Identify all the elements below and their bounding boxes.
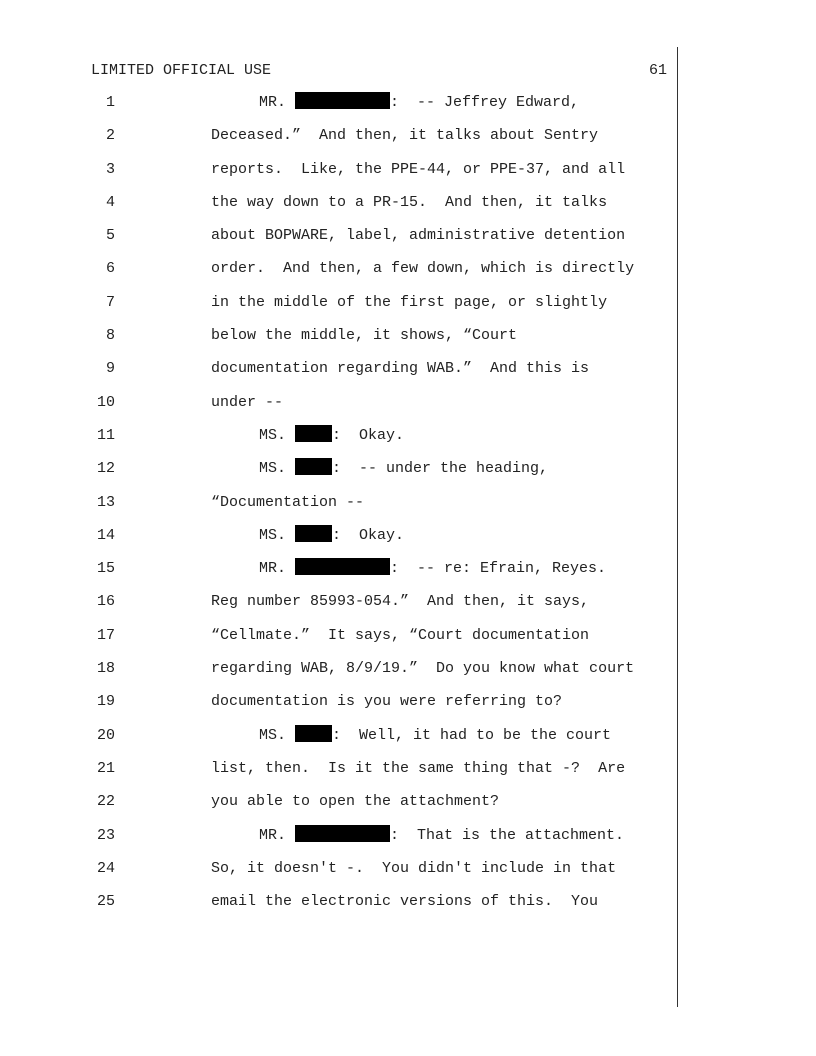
transcript-line — [0, 725, 677, 758]
header-classification: LIMITED OFFICIAL USE — [91, 62, 272, 79]
line-text — [259, 92, 579, 114]
transcript-line — [0, 891, 677, 924]
transcript-line — [0, 525, 677, 558]
speaker-title: MS. — [259, 526, 296, 544]
line-text: in the middle of the first page, or slightly — [211, 293, 608, 311]
redaction-box — [295, 825, 390, 842]
line-number: 14 — [96, 526, 115, 544]
line-number: 9 — [105, 360, 115, 378]
line-text: the way down to a PR-15. And then, it talks — [211, 193, 608, 211]
line-text: “Documentation -- — [211, 493, 365, 511]
redaction-box — [295, 558, 390, 575]
line-number: 4 — [105, 193, 115, 211]
line-text: reports. Like, the PPE-44, or PPE-37, and all — [211, 160, 626, 178]
speaker-text: : Okay. — [332, 526, 405, 544]
transcript-line — [0, 225, 677, 258]
transcript-line — [0, 258, 677, 291]
speaker-text: : -- Jeffrey Edward, — [390, 94, 580, 111]
page-number: 61 — [648, 62, 667, 79]
transcript-line — [0, 192, 677, 225]
line-text — [259, 525, 404, 547]
line-number: 8 — [105, 327, 115, 345]
line-text — [259, 725, 611, 747]
transcript-line — [0, 458, 677, 491]
line-number: 2 — [105, 127, 115, 145]
speaker-title: MR. — [259, 560, 296, 578]
speaker-title: MS. — [259, 726, 296, 744]
line-text — [259, 458, 548, 480]
transcript-line — [0, 125, 677, 158]
line-number: 11 — [96, 426, 115, 444]
transcript-line — [0, 292, 677, 325]
line-number: 1 — [105, 94, 115, 111]
speaker-text: : Well, it had to be the court — [332, 726, 612, 744]
line-number: 6 — [105, 260, 115, 278]
transcript-line — [0, 358, 677, 391]
line-number: 21 — [96, 759, 115, 777]
redaction-box — [295, 525, 332, 542]
redaction-box — [295, 725, 332, 742]
speaker-title: MS. — [259, 426, 296, 444]
transcript-line — [0, 758, 677, 791]
transcript-lines — [0, 92, 677, 924]
line-text: email the electronic versions of this. You — [211, 893, 599, 911]
speaker-text: : -- re: Efrain, Reyes. — [390, 560, 607, 578]
line-text: documentation is you were referring to? — [211, 693, 563, 711]
line-number: 24 — [96, 859, 115, 877]
line-number: 25 — [96, 893, 115, 911]
speaker-title: MR. — [259, 94, 296, 111]
line-number: 23 — [96, 826, 115, 844]
line-text: below the middle, it shows, “Court — [211, 327, 518, 345]
line-text: Reg number 85993-054.” And then, it says, — [211, 593, 590, 611]
line-text: under -- — [211, 393, 284, 411]
line-text: Deceased.” And then, it talks about Sentry — [211, 127, 599, 145]
line-number: 13 — [96, 493, 115, 511]
line-number: 12 — [96, 460, 115, 478]
right-margin-rule — [677, 47, 678, 1007]
transcript-line — [0, 591, 677, 624]
transcript-line — [0, 691, 677, 724]
line-text: you able to open the attachment? — [211, 793, 500, 811]
speaker-text: : Okay. — [332, 426, 405, 444]
speaker-title: MR. — [259, 826, 296, 844]
line-text: order. And then, a few down, which is directly — [211, 260, 635, 278]
line-number: 17 — [96, 626, 115, 644]
transcript-line — [0, 858, 677, 891]
line-text — [259, 558, 606, 580]
redaction-box — [295, 425, 332, 442]
transcript-line — [0, 392, 677, 425]
transcript-line — [0, 325, 677, 358]
line-number: 18 — [96, 660, 115, 678]
transcript-line — [0, 625, 677, 658]
line-number: 22 — [96, 793, 115, 811]
transcript-line — [0, 425, 677, 458]
transcript-line — [0, 159, 677, 192]
redaction-box — [295, 92, 390, 109]
transcript-line — [0, 791, 677, 824]
line-number: 20 — [96, 726, 115, 744]
line-number: 16 — [96, 593, 115, 611]
line-number: 15 — [96, 560, 115, 578]
line-number: 5 — [105, 227, 115, 245]
transcript-line — [0, 492, 677, 525]
transcript-line — [0, 658, 677, 691]
redaction-box — [295, 458, 332, 475]
line-number: 3 — [105, 160, 115, 178]
line-text: regarding WAB, 8/9/19.” Do you know what court — [211, 660, 635, 678]
line-text: “Cellmate.” It says, “Court documentation — [211, 626, 590, 644]
line-text: documentation regarding WAB.” And this is — [211, 360, 590, 378]
line-number: 19 — [96, 693, 115, 711]
line-number: 7 — [105, 293, 115, 311]
speaker-title: MS. — [259, 460, 296, 478]
speaker-text: : That is the attachment. — [390, 826, 625, 844]
line-number: 10 — [96, 393, 115, 411]
line-text — [259, 825, 624, 847]
line-text — [259, 425, 404, 447]
line-text: So, it doesn't -. You didn't include in that — [211, 859, 617, 877]
transcript-line — [0, 558, 677, 591]
line-text: about BOPWARE, label, administrative detention — [211, 227, 626, 245]
transcript-line — [0, 825, 677, 858]
line-text: list, then. Is it the same thing that -? Are — [211, 759, 626, 777]
speaker-text: : -- under the heading, — [332, 460, 549, 478]
transcript-line — [0, 92, 677, 125]
